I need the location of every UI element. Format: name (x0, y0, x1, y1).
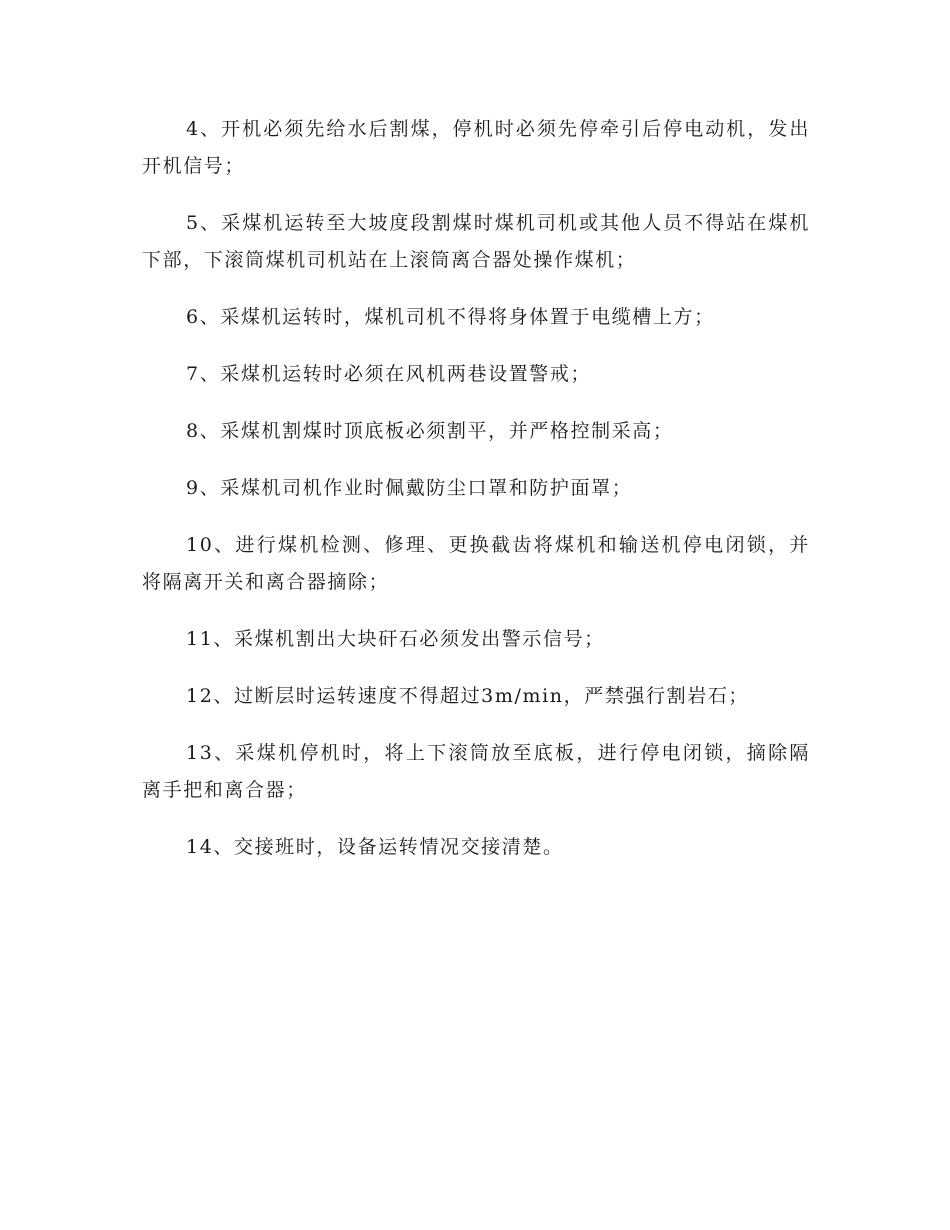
paragraph-item-8: 8、采煤机割煤时顶底板必须割平，并严格控制采高； (186, 420, 674, 442)
paragraph-item-10: 10、进行煤机检测、修理、更换截齿将煤机和输送机停电闭锁，并将隔离开关和离合器摘除； (142, 534, 810, 593)
paragraph-item-9: 9、采煤机司机作业时佩戴防尘口罩和防护面罩； (186, 477, 633, 499)
paragraph-item-11: 11、采煤机割出大块矸石必须发出警示信号； (186, 628, 605, 650)
paragraph-item-6: 6、采煤机运转时，煤机司机不得将身体置于电缆槽上方； (186, 306, 715, 328)
document-body (142, 111, 810, 886)
paragraph-item-4: 4、开机必须先给水后割煤，停机时必须先停牵引后停电动机，发出开机信号； (142, 118, 810, 177)
paragraph-item-5: 5、采煤机运转至大坡度段割煤时煤机司机或其他人员不得站在煤机下部，下滚筒煤机司机站在上滚筒离合器处操作煤机； (142, 212, 810, 271)
paragraph-item-13: 13、采煤机停机时，将上下滚筒放至底板，进行停电闭锁，摘除隔离手把和离合器； (142, 742, 810, 801)
paragraph-item-12: 12、过断层时运转速度不得超过3m/min，严禁强行割岩石； (186, 685, 750, 707)
paragraph-item-7: 7、采煤机运转时必须在风机两巷设置警戒； (186, 363, 592, 385)
paragraph-item-14: 14、交接班时，设备运转情况交接清楚。 (186, 836, 564, 858)
